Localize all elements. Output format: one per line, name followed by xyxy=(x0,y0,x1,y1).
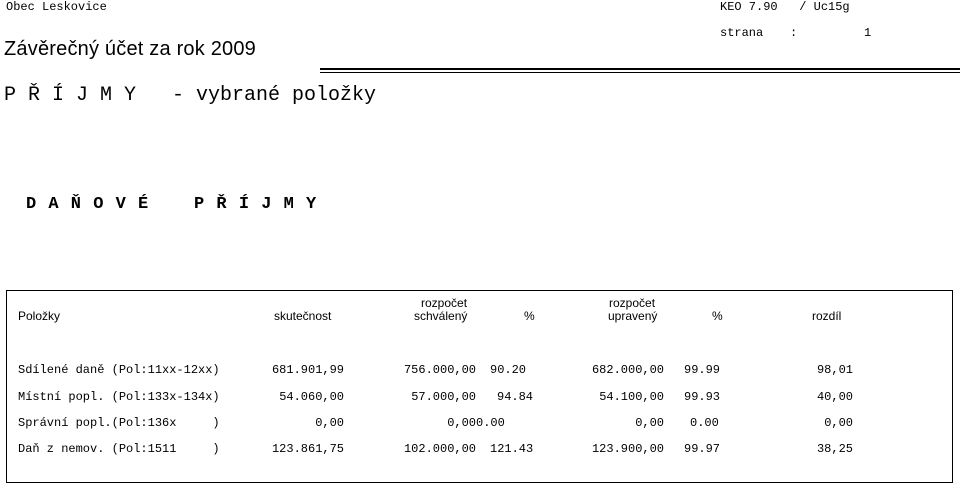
page-number: 1 xyxy=(864,26,872,40)
category-heading: D A Ň O V É P Ř Í J M Y xyxy=(26,195,318,214)
header-rule-thin xyxy=(320,72,960,73)
row-pct1: 94.84 xyxy=(497,390,534,404)
row-approved: 756.000,00 xyxy=(403,363,476,377)
row-adjusted: 0,00 xyxy=(635,416,664,430)
column-header-difference: rozdíl xyxy=(812,309,842,323)
row-adjusted: 682.000,00 xyxy=(591,363,664,377)
organization-name: Obec Leskovice xyxy=(6,0,107,14)
row-pct2: 99.93 xyxy=(684,390,721,404)
program-version: KEO 7.90 / Uc15g xyxy=(720,0,850,14)
row-difference: 98,01 xyxy=(816,363,853,377)
row-approved: 0,00 xyxy=(447,416,476,430)
row-item-name: Daň z nemov. (Pol:1511 ) xyxy=(18,442,220,456)
row-pct2: 99.99 xyxy=(684,363,721,377)
row-pct2: 0.00 xyxy=(690,416,719,430)
row-pct2: 99.97 xyxy=(684,442,721,456)
row-actual: 681.901,99 xyxy=(271,363,344,377)
row-actual: 0,00 xyxy=(315,416,344,430)
header-rule-thick xyxy=(320,68,960,70)
document-title: Závěrečný účet za rok 2009 xyxy=(4,38,256,60)
row-approved: 102.000,00 xyxy=(403,442,476,456)
row-difference: 0,00 xyxy=(824,416,853,430)
row-item-name: Místní popl. (Pol:133x-134x) xyxy=(18,390,220,404)
column-header-approved-top: rozpočet xyxy=(421,296,468,310)
row-pct1: 121.43 xyxy=(490,442,534,456)
column-header-items: Položky xyxy=(18,309,61,323)
row-adjusted: 54.100,00 xyxy=(599,390,664,404)
row-approved: 57.000,00 xyxy=(411,390,476,404)
row-difference: 40,00 xyxy=(816,390,853,404)
page-label: strana xyxy=(720,26,764,40)
row-difference: 38,25 xyxy=(816,442,853,456)
row-actual: 123.861,75 xyxy=(271,442,344,456)
row-item-name: Sdílené daně (Pol:11xx-12xx) xyxy=(18,363,220,377)
column-header-actual: skutečnost xyxy=(274,309,332,323)
column-header-adjusted-top: rozpočet xyxy=(609,296,656,310)
section-heading: P Ř Í J M Y - vybrané položky xyxy=(4,84,377,107)
column-header-adjusted-bottom: upravený xyxy=(608,309,658,323)
row-actual: 54.060,00 xyxy=(279,390,344,404)
row-pct1: 90.20 xyxy=(490,363,527,377)
column-header-pct2: % xyxy=(712,309,723,323)
column-header-approved-bottom: schválený xyxy=(414,309,468,323)
row-adjusted: 123.900,00 xyxy=(591,442,664,456)
page-colon: : xyxy=(790,26,798,40)
row-pct1: 0.00 xyxy=(476,416,505,430)
column-header-pct1: % xyxy=(524,309,535,323)
row-item-name: Správní popl.(Pol:136x ) xyxy=(18,416,220,430)
